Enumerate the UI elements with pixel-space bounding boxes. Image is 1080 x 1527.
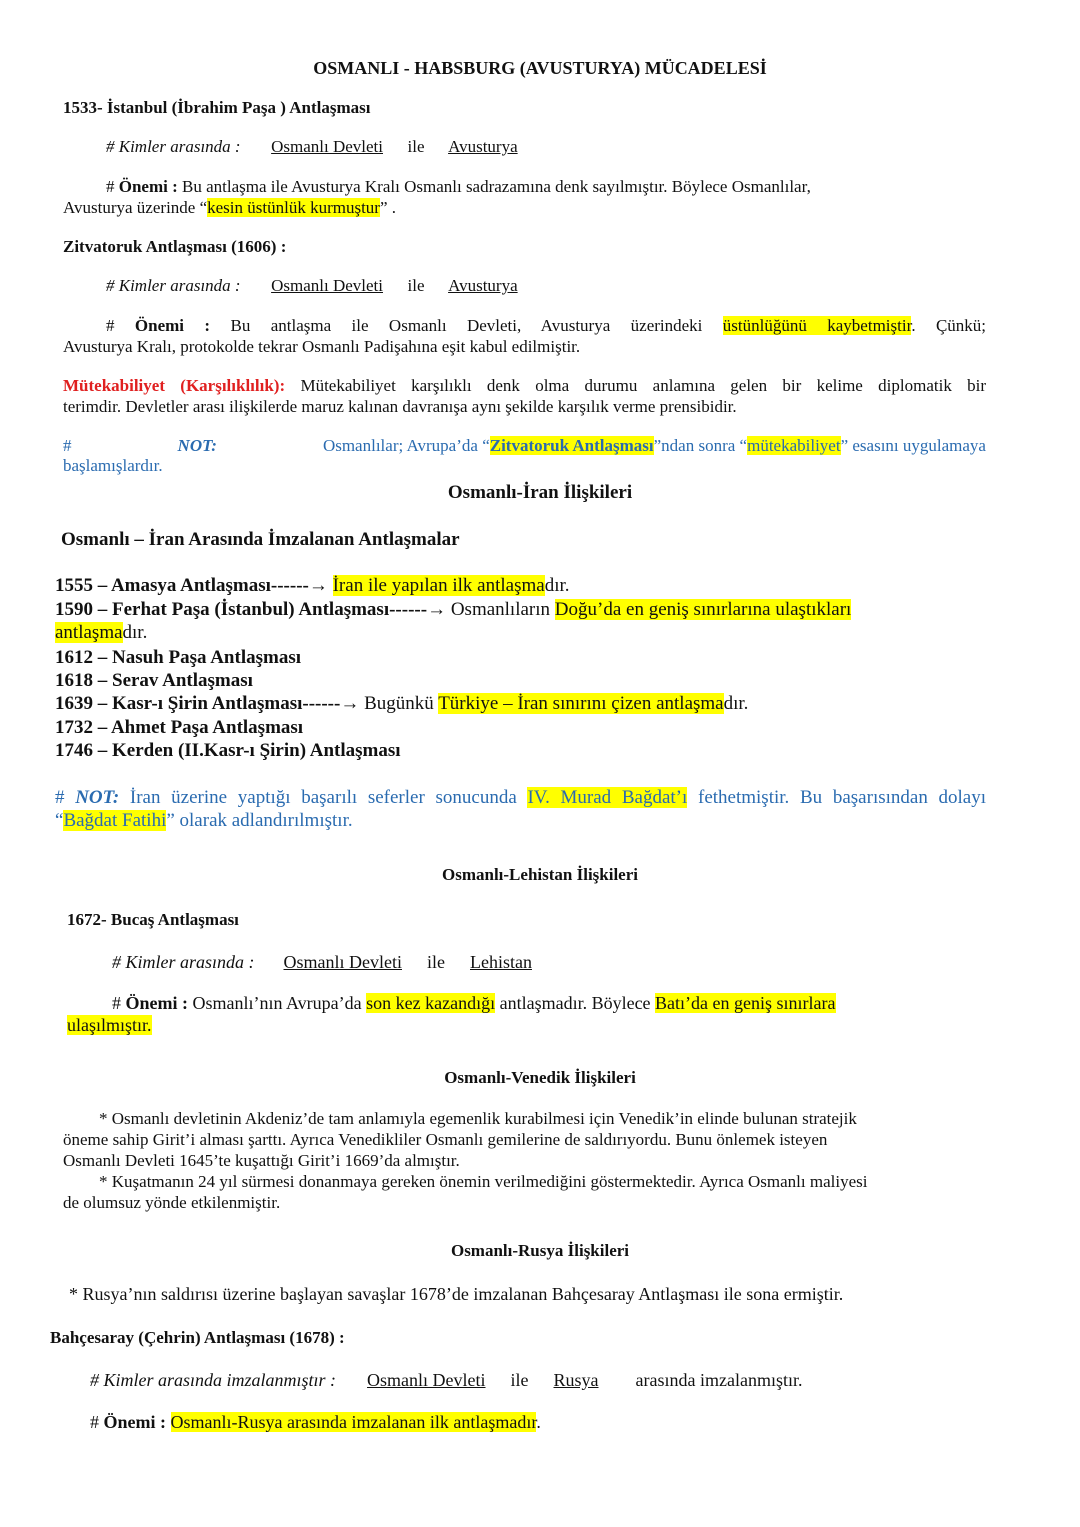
treaty-heading-bucas: 1672- Bucaş Antlaşması [67, 910, 239, 929]
highlight: üstünlüğünü kaybetmiştir [722, 316, 912, 335]
treaty-row-1590-cont [55, 622, 147, 644]
party-austria: Avusturya [448, 276, 518, 295]
parties-line-bahcesaray [90, 1370, 802, 1391]
venedik-line-1: * Osmanlı devletinin Akdeniz’de tam anlamıyla egemenlik kurabilmesi için Venedik’in elinde bulunan stratejik [99, 1109, 857, 1128]
conjunction: ile [407, 137, 425, 156]
treaty-name: – Amasya Antlaşması------ [97, 575, 309, 596]
rusya-intro: * Rusya’nın saldırısı üzerine başlayan savaşlar 1678’de imzalanan Bahçesaray Antlaşması ile sona ermiştir. [69, 1284, 844, 1304]
parties-tail: arasında imzalanmıştır. [635, 1370, 803, 1390]
highlight: kesin üstünlük kurmuştur [207, 198, 380, 217]
treaty-year: 1612 [55, 647, 93, 668]
importance-line-zitvatoruk-b: Avusturya Kralı, protokolde tekrar Osmanlı Padişahına eşit kabul edilmiştir. [63, 337, 581, 356]
party-ottoman: Osmanlı Devleti [283, 952, 402, 972]
highlight: Türkiye – İran sınırını çizen antlaşma [438, 693, 724, 714]
treaty-name: – Kasr-ı Şirin Antlaşması------ [97, 693, 341, 714]
highlight: ulaşılmıştır. [67, 1015, 152, 1035]
parties-label: # Kimler arasında : [106, 137, 241, 156]
treaty-row-1618 [55, 670, 253, 692]
section-title-rusya: Osmanlı-Rusya İlişkileri [450, 1241, 630, 1260]
note-habsburg-a [63, 436, 986, 456]
arrow-right-icon: → [340, 693, 360, 714]
treaty-heading-bahcesaray: Bahçesaray (Çehrin) Antlaşması (1678) : [50, 1328, 345, 1347]
section-title-lehistan: Osmanlı-Lehistan İlişkileri [442, 865, 638, 884]
importance-text: Bu antlaşma ile Osmanlı Devleti, Avusturya üzerindeki [230, 316, 703, 335]
importance-text: antlaşmadır. Böylece [499, 993, 651, 1013]
party-austria: Avusturya [448, 137, 518, 156]
hash-mark: # [106, 177, 115, 196]
importance-text: Osmanlı’nın Avrupa’da [192, 993, 362, 1013]
highlight: Bağdat Fatihi [63, 810, 167, 831]
treaty-name: – Kerden (II.Kasr-ı Şirin) Antlaşması [97, 740, 401, 761]
note-text: İran üzerine yaptığı başarılı seferler sonucunda [129, 787, 517, 808]
note-text: ” esasını uygulamaya [840, 436, 986, 455]
arrow-right-icon: → [308, 575, 328, 596]
treaty-text: dır. [723, 693, 749, 714]
treaty-year: 1555 [55, 575, 93, 596]
treaty-year: 1618 [55, 670, 93, 691]
conjunction: ile [407, 276, 425, 295]
note-text: ”ndan sonra “ [653, 436, 748, 455]
treaty-year: 1746 [55, 740, 93, 761]
treaty-text: Bugünkü [364, 693, 439, 714]
highlight: Zitvatoruk Antlaşması [489, 436, 654, 455]
note-label: NOT: [75, 787, 120, 808]
importance-label: Önemi : [134, 316, 211, 335]
highlight: Batı’da en geniş sınırlara [655, 993, 836, 1013]
highlight: mütekabiliyet [747, 436, 841, 455]
treaty-row-1555 [55, 575, 570, 597]
note-text: ” olarak adlandırılmıştır. [166, 810, 353, 831]
party-rusya: Rusya [553, 1370, 599, 1390]
parties-line-1533 [106, 137, 518, 157]
venedik-line-5: de olumsuz yönde etkilenmiştir. [63, 1193, 281, 1212]
treaty-name: – Nasuh Paşa Antlaşması [97, 647, 301, 668]
arrow-right-icon: → [427, 599, 447, 620]
parties-label: # Kimler arasında : [106, 276, 241, 295]
treaty-heading-zitvatoruk: Zitvatoruk Antlaşması (1606) : [63, 237, 287, 256]
importance-line-1533-a [106, 177, 811, 197]
importance-text: . Çünkü; [911, 316, 987, 335]
note-text: “ [55, 810, 64, 831]
conjunction: ile [427, 952, 445, 972]
hash-mark: # [55, 787, 65, 808]
importance-line-zitvatoruk-a [106, 316, 986, 336]
treaty-name: – Serav Antlaşması [97, 670, 253, 691]
venedik-line-2: öneme sahip Girit’i alması şarttı. Ayrıca Venedikliler Osmanlı gemilerine de saldırıyordu. Bunu önlemek isteyen [63, 1130, 828, 1149]
importance-line-bahcesaray [90, 1412, 541, 1433]
treaty-row-1590 [55, 599, 851, 621]
hash-mark: # [63, 436, 72, 455]
treaty-name: – Ahmet Paşa Antlaşması [97, 717, 304, 738]
subtitle-iran-treaties: Osmanlı – İran Arasında İmzalanan Antlaşmalar [61, 529, 460, 550]
definition-term: Mütekabiliyet (Karşılıklılık): [63, 376, 286, 395]
definition-mutekabiliyet-a [63, 376, 986, 396]
importance-text: Bu antlaşma ile Avusturya Kralı Osmanlı sadrazamına denk sayılmıştır. Böylece Osmanlılar, [182, 177, 811, 196]
importance-text: Avusturya üzerinde “ [63, 198, 208, 217]
definition-mutekabiliyet-b: terimdir. Devletler arası ilişkilerde maruz kalınan davranışa aynı şekilde karşılık verme prensibidir. [63, 397, 737, 416]
note-text: fethetmiştir. Bu başarısından dolayı [698, 787, 987, 808]
highlight: antlaşma [55, 622, 123, 643]
venedik-line-4: * Kuşatmanın 24 yıl sürmesi donanmaya gereken önemin verilmediğini göstermektedir. Ayrıca Osmanlı maliyesi [99, 1172, 868, 1191]
section-title-iran: Osmanlı-İran İlişkileri [447, 482, 633, 503]
party-ottoman: Osmanlı Devleti [271, 276, 383, 295]
treaty-row-1639 [55, 693, 748, 715]
parties-label: # Kimler arasında imzalanmıştır : [90, 1370, 337, 1390]
hash-mark: # [90, 1412, 99, 1432]
highlight: Doğu’da en geniş sınırlarına ulaştıkları [554, 599, 852, 620]
treaty-name: – Ferhat Paşa (İstanbul) Antlaşması------ [97, 599, 428, 620]
treaty-text: dır. [122, 622, 148, 643]
venedik-line-3: Osmanlı Devleti 1645’te kuşattığı Girit’i 1669’da almıştır. [63, 1151, 460, 1170]
importance-line-bucas-a [112, 993, 836, 1014]
note-habsburg-b: başlamışlardır. [63, 456, 163, 475]
definition-text: Mütekabiliyet karşılıklı denk olma durumu anlamına gelen bir kelime diplomatik bir [300, 376, 986, 395]
treaty-year: 1639 [55, 693, 93, 714]
treaty-row-1732 [55, 717, 303, 739]
treaty-text: Osmanlıların [450, 599, 555, 620]
note-iran-b [55, 810, 353, 832]
treaty-heading-1533: 1533- İstanbul (İbrahim Paşa ) Antlaşması [63, 98, 371, 117]
importance-label: Önemi : [118, 177, 178, 196]
treaty-row-1612 [55, 647, 301, 669]
importance-text: ” . [379, 198, 397, 217]
highlight: İran ile yapılan ilk antlaşma [332, 575, 545, 596]
treaty-row-1746 [55, 740, 401, 762]
note-label: NOT: [177, 436, 217, 455]
highlight: Osmanlı-Rusya arasında imzalanan ilk antlaşmadır [170, 1412, 537, 1432]
importance-text: . [536, 1412, 541, 1432]
importance-line-1533-b [63, 198, 396, 218]
parties-line-zitvatoruk [106, 276, 518, 296]
parties-label: # Kimler arasında : [112, 952, 255, 972]
note-iran-a [55, 787, 986, 809]
importance-label: Önemi : [125, 993, 188, 1013]
highlight: IV. Murad Bağdat’ı [527, 787, 688, 808]
section-title-habsburg: OSMANLI - HABSBURG (AVUSTURYA) MÜCADELESİ [313, 58, 767, 78]
party-ottoman: Osmanlı Devleti [367, 1370, 486, 1390]
conjunction: ile [510, 1370, 529, 1390]
treaty-text: dır. [544, 575, 570, 596]
note-text: Osmanlılar; Avrupa’da “ [322, 436, 490, 455]
treaty-year: 1590 [55, 599, 93, 620]
parties-line-bucas [112, 952, 532, 973]
party-ottoman: Osmanlı Devleti [271, 137, 383, 156]
party-lehistan: Lehistan [470, 952, 532, 972]
importance-label: Önemi : [103, 1412, 166, 1432]
hash-mark: # [112, 993, 121, 1013]
treaty-year: 1732 [55, 717, 93, 738]
section-title-venedik: Osmanlı-Venedik İlişkileri [444, 1068, 636, 1087]
hash-mark: # [106, 316, 115, 335]
highlight: son kez kazandığı [366, 993, 496, 1013]
importance-line-bucas-b [67, 1015, 152, 1036]
